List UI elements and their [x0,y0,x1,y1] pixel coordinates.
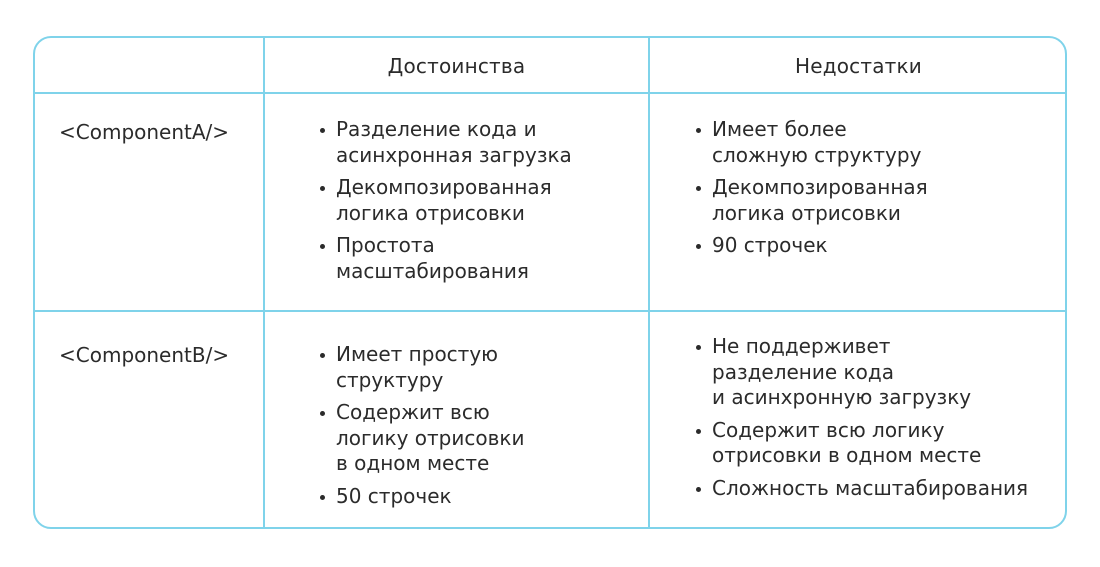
list-item: Простота масштабирования [319,233,639,284]
comparison-table [33,36,1067,529]
list-item: Содержит всю логику отрисовки в одном месте [319,400,639,477]
list-item: Декомпозированная логика отрисовки [319,175,639,226]
list-item: Не поддерживет разделение кода и асинхронную загрузку [695,334,1065,411]
list-item: Содержит всю логику отрисовки в одном месте [695,418,1065,469]
row-label-component-a: <ComponentA/> [59,120,230,144]
list-item: Имеет более сложную структуру [695,117,1055,168]
row-divider [35,310,1065,312]
list-item: Имеет простую структуру [319,342,639,393]
cons-cell-component-b [695,334,1065,508]
column-divider [263,38,265,527]
row-label-component-b: <ComponentB/> [59,343,230,367]
cons-cell-component-a [695,117,1055,266]
header-pros: Достоинства [387,54,526,78]
list-item: 50 строчек [319,484,639,510]
list-item: Разделение кода и асинхронная загрузка [319,117,639,168]
pros-cell-component-b [319,342,639,516]
column-divider [648,38,650,527]
list-item: Сложность масштабирования [695,476,1065,502]
header-cons: Недостатки [794,54,923,78]
pros-cell-component-a [319,117,639,291]
row-divider [35,92,1065,94]
list-item: 90 строчек [695,233,1055,259]
list-item: Декомпозированная логика отрисовки [695,175,1055,226]
